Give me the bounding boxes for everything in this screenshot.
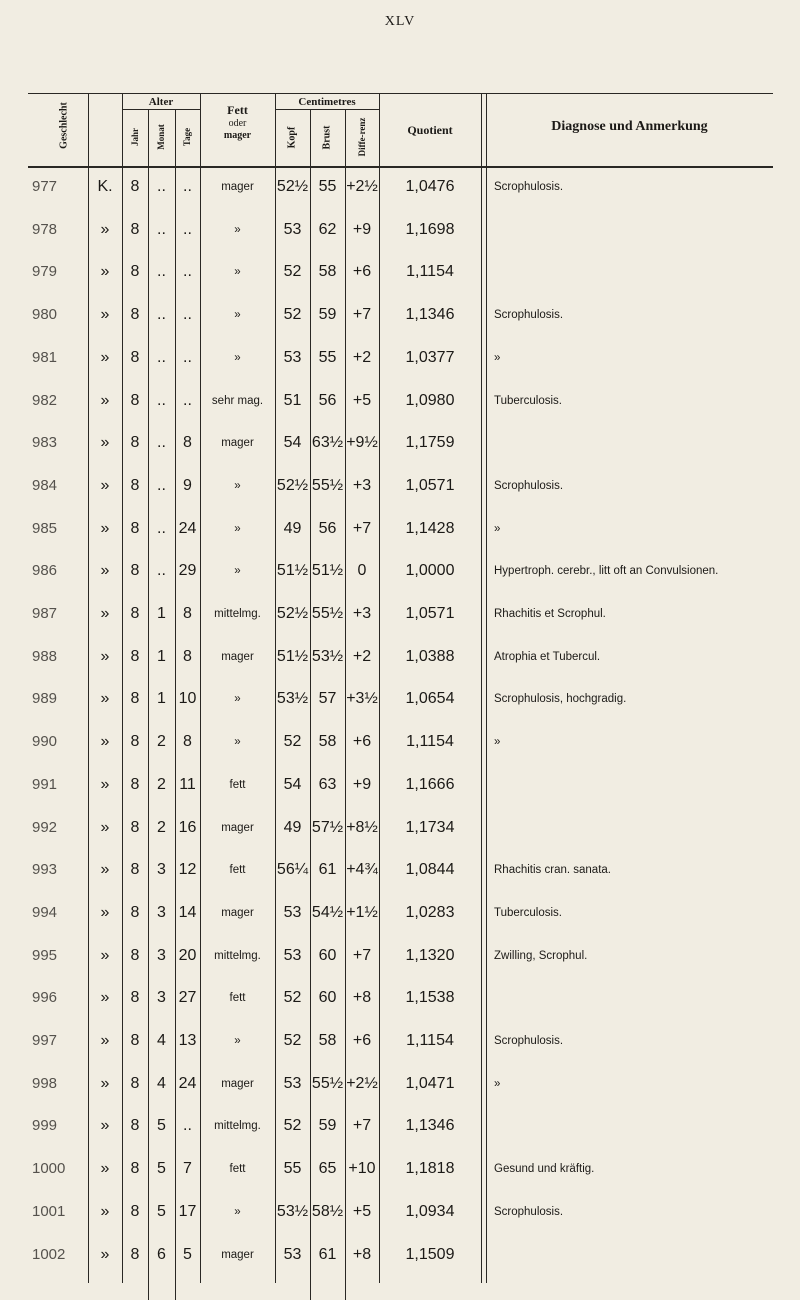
cell-brust: 55½ [311,477,344,494]
cell-sex: » [100,819,110,836]
cell-quot: 1,1818 [405,1160,455,1177]
cell-kopf: 52 [283,1032,302,1049]
cell-brust: 61 [318,861,337,878]
cell-diff: +2½ [346,1075,378,1092]
cell-fett: » [234,352,241,364]
cell-tage: .. [183,349,192,366]
cell-tage: 8 [183,434,192,451]
cell-diff: +6 [352,733,372,750]
cell-monat: .. [157,477,166,494]
cell-brust: 58½ [311,1203,344,1220]
cell-fett: fett [229,1163,246,1175]
cell-fett: mager [221,181,254,193]
cell-jahr: 8 [130,349,140,366]
cell-diff: +5 [352,392,372,409]
cell-sex: » [100,349,110,366]
cell-kopf: 51½ [276,648,309,665]
cell-monat: .. [157,221,166,238]
cell-diff: +8 [352,989,372,1006]
cell-nr: 989 [32,690,58,707]
header-jahr: Jahr [130,128,140,146]
subheader-rule-cm [275,109,379,110]
cell-diff: +7 [352,947,372,964]
cell-tage: 24 [178,1075,197,1092]
cell-kopf: 53 [283,221,302,238]
cell-jahr: 8 [130,947,140,964]
cell-sex: » [100,605,110,622]
header-kopf: Kopf [286,126,298,149]
cell-tage: 17 [178,1203,197,1220]
cell-diff: +9 [352,221,372,238]
cell-brust: 58 [318,733,337,750]
cell-fett: mager [221,1078,254,1090]
cell-quot: 1,1346 [405,306,455,323]
header-bottom-rule [28,166,773,168]
cell-brust: 61 [318,1246,337,1263]
cell-brust: 60 [318,947,337,964]
cell-quot: 1,1734 [405,819,455,836]
cell-monat: 6 [157,1246,166,1263]
cell-tage: 8 [183,648,192,665]
cell-jahr: 8 [130,648,140,665]
cell-tage: 27 [178,989,197,1006]
cell-brust: 59 [318,1117,337,1134]
cell-jahr: 8 [130,562,140,579]
cell-tage: 14 [178,904,197,921]
cell-sex: » [100,392,110,409]
cell-fett: mager [221,437,254,449]
cell-kopf: 52 [283,733,302,750]
cell-quot: 1,1154 [406,1032,454,1049]
cell-brust: 56 [318,520,337,537]
cell-quot: 1,0980 [405,392,455,409]
cell-sex: » [100,776,110,793]
cell-quot: 1,0000 [405,562,455,579]
cell-jahr: 8 [130,776,140,793]
cell-brust: 60 [318,989,337,1006]
cell-kopf: 51 [283,392,302,409]
cell-quot: 1,0377 [405,349,455,366]
cell-jahr: 8 [130,819,140,836]
cell-diag: Zwilling, Scrophul. [494,950,588,962]
cell-jahr: 8 [130,221,140,238]
cell-kopf: 56¼ [276,861,309,878]
cell-kopf: 54 [283,776,302,793]
cell-kopf: 49 [283,520,302,537]
cell-quot: 1,1154 [406,733,454,750]
header-diagnose: Diagnose und Anmerkung [551,119,708,134]
cell-fett: » [234,480,241,492]
cell-quot: 1,1666 [405,776,455,793]
cell-monat: 5 [157,1203,166,1220]
cell-diff: +2 [352,648,372,665]
cell-quot: 1,0283 [405,904,455,921]
cell-tage: 5 [183,1246,192,1263]
cell-tage: 20 [178,947,197,964]
cell-quot: 1,0654 [405,690,455,707]
cell-tage: 10 [178,690,197,707]
cell-diff: +8½ [346,819,378,836]
cell-diag: Rhachitis et Scrophul. [494,608,606,620]
cell-brust: 53½ [311,648,344,665]
cell-diff: +8 [352,1246,372,1263]
cell-quot: 1,0476 [405,178,455,195]
cell-tage: 24 [178,520,197,537]
cell-sex: » [100,520,110,537]
header-differenz: Diffe-renz [357,117,367,157]
cell-sex: » [100,263,110,280]
cell-diff: +7 [352,306,372,323]
cell-sex: » [100,306,110,323]
cell-kopf: 52½ [276,178,309,195]
cell-sex: » [100,1246,110,1263]
header-fett: Fett [227,103,248,117]
cell-diff: +9½ [346,434,378,451]
cell-diag: Scrophulosis. [494,480,564,492]
cell-quot: 1,1698 [405,221,455,238]
cell-fett: mager [221,651,254,663]
cell-nr: 993 [32,861,58,878]
cell-diff: +7 [352,520,372,537]
cell-fett: » [234,736,241,748]
cell-quot: 1,0571 [405,477,455,494]
cell-diag: Tuberculosis. [494,907,562,919]
cell-tage: .. [183,306,192,323]
cell-nr: 985 [32,520,58,537]
cell-diff: +2 [352,349,372,366]
cell-nr: 996 [32,989,58,1006]
cell-jahr: 8 [130,690,140,707]
cell-jahr: 8 [130,434,140,451]
page-number: XLV [384,14,416,29]
cell-kopf: 52 [283,989,302,1006]
cell-nr: 983 [32,434,58,451]
cell-fett: mittelmg. [214,1120,261,1132]
cell-diff: +1½ [346,904,378,921]
cell-monat: .. [157,562,166,579]
cell-diag: » [494,736,501,748]
header-brust: Brust [321,125,333,150]
cell-diag: Tuberculosis. [494,395,562,407]
cell-fett: » [234,266,241,278]
cell-quot: 1,0934 [405,1203,455,1220]
cell-kopf: 53 [283,349,302,366]
cell-kopf: 53 [283,904,302,921]
cell-jahr: 8 [130,861,140,878]
cell-sex: » [100,1075,110,1092]
cell-kopf: 53½ [276,690,309,707]
cell-monat: 2 [157,819,166,836]
cell-jahr: 8 [130,733,140,750]
cell-sex: » [100,1032,110,1049]
cell-sex: » [100,221,110,238]
header-centimetres: Centimetres [298,96,356,108]
cell-sex: » [100,733,110,750]
cell-nr: 994 [32,904,58,921]
cell-kopf: 55 [283,1160,302,1177]
cell-kopf: 53 [283,1075,302,1092]
cell-quot: 1,1538 [405,989,455,1006]
cell-nr: 984 [32,477,58,494]
cell-jahr: 8 [130,904,140,921]
cell-sex: » [100,562,110,579]
cell-monat: 4 [157,1075,166,1092]
cell-monat: 3 [157,904,166,921]
cell-sex: K. [97,178,113,195]
cell-tage: .. [183,392,192,409]
cell-quot: 1,0471 [405,1075,455,1092]
cell-tage: 7 [183,1160,192,1177]
cell-kopf: 52 [283,263,302,280]
cell-fett: mittelmg. [214,950,261,962]
cell-monat: .. [157,306,166,323]
cell-nr: 997 [32,1032,58,1049]
cell-sex: » [100,1203,110,1220]
cell-tage: 8 [183,733,192,750]
cell-nr: 995 [32,947,58,964]
cell-nr: 979 [32,263,58,280]
cell-jahr: 8 [130,1032,140,1049]
cell-fett: fett [229,779,246,791]
cell-nr: 1000 [32,1160,66,1177]
cell-kopf: 52½ [276,605,309,622]
cell-sex: » [100,904,110,921]
cell-quot: 1,0571 [405,605,455,622]
cell-brust: 55½ [311,1075,344,1092]
cell-sex: » [100,947,110,964]
cell-monat: .. [157,263,166,280]
header-geschlecht: Geschlecht [58,102,70,149]
cell-fett: fett [229,864,246,876]
cell-monat: 5 [157,1117,166,1134]
col-rule [481,93,482,1283]
cell-jahr: 8 [130,306,140,323]
cell-fett: sehr mag. [211,395,264,407]
cell-sex: » [100,434,110,451]
cell-brust: 56 [318,392,337,409]
cell-nr: 978 [32,221,58,238]
cell-sex: » [100,1117,110,1134]
cell-quot: 1,1346 [405,1117,455,1134]
cell-monat: 5 [157,1160,166,1177]
cell-diag: Scrophulosis. [494,1035,564,1047]
cell-nr: 981 [32,349,58,366]
cell-monat: 2 [157,776,166,793]
cell-sex: » [100,648,110,665]
cell-diag: Scrophulosis, hochgradig. [494,693,627,705]
cell-quot: 1,1320 [405,947,455,964]
cell-jahr: 8 [130,520,140,537]
cell-monat: .. [157,178,166,195]
cell-nr: 982 [32,392,58,409]
cell-nr: 998 [32,1075,58,1092]
cell-brust: 51½ [311,562,344,579]
cell-sex: » [100,989,110,1006]
cell-fett: » [234,523,241,535]
cell-diff: +4¾ [346,861,378,878]
header-mager: mager [223,130,252,141]
cell-diag: Rhachitis cran. sanata. [494,864,611,876]
cell-nr: 1002 [32,1246,66,1263]
cell-diag: » [494,523,501,535]
cell-brust: 58 [318,1032,337,1049]
cell-kopf: 49 [283,819,302,836]
cell-diag: Scrophulosis. [494,309,564,321]
cell-quot: 1,1759 [405,434,455,451]
cell-nr: 987 [32,605,58,622]
cell-monat: .. [157,520,166,537]
cell-quot: 1,0844 [405,861,455,878]
cell-jahr: 8 [130,1246,140,1263]
cell-monat: 2 [157,733,166,750]
cell-fett: » [234,224,241,236]
cell-brust: 57½ [311,819,344,836]
cell-fett: mager [221,907,254,919]
subheader-rule-alter [122,109,200,110]
cell-tage: 13 [178,1032,197,1049]
cell-fett: fett [229,992,246,1004]
cell-kopf: 53½ [276,1203,309,1220]
cell-brust: 62 [318,221,337,238]
cell-monat: .. [157,349,166,366]
cell-diag: Atrophia et Tubercul. [494,651,601,663]
cell-brust: 55½ [311,605,344,622]
cell-monat: 4 [157,1032,166,1049]
cell-brust: 55 [318,178,337,195]
cell-diag: Scrophulosis. [494,181,564,193]
cell-jahr: 8 [130,263,140,280]
cell-quot: 1,1509 [405,1246,455,1263]
cell-monat: .. [157,392,166,409]
header-monat: Monat [156,124,166,150]
cell-monat: .. [157,434,166,451]
cell-quot: 1,0388 [405,648,455,665]
cell-sex: » [100,861,110,878]
header-oder: oder [228,118,247,129]
cell-jahr: 8 [130,989,140,1006]
cell-brust: 63 [318,776,337,793]
cell-monat: 3 [157,947,166,964]
cell-diff: +9 [352,776,372,793]
cell-brust: 58 [318,263,337,280]
cell-tage: .. [183,263,192,280]
cell-jahr: 8 [130,1117,140,1134]
cell-diff: +5 [352,1203,372,1220]
cell-nr: 1001 [32,1203,66,1220]
cell-jahr: 8 [130,392,140,409]
cell-nr: 977 [32,178,58,195]
cell-jahr: 8 [130,477,140,494]
cell-jahr: 8 [130,1203,140,1220]
cell-diff: +3 [352,605,372,622]
cell-diff: +2½ [346,178,378,195]
cell-nr: 986 [32,562,58,579]
cell-monat: 3 [157,989,166,1006]
header-quotient: Quotient [407,123,453,137]
cell-tage: 9 [183,477,192,494]
col-rule [486,93,487,1283]
cell-tage: 11 [179,776,196,793]
cell-kopf: 53 [283,947,302,964]
cell-fett: » [234,693,241,705]
cell-brust: 54½ [311,904,344,921]
cell-diff: +3½ [346,690,378,707]
cell-sex: » [100,477,110,494]
cell-diag: » [494,1078,501,1090]
cell-diff: +3 [352,477,372,494]
cell-sex: » [100,690,110,707]
cell-monat: 1 [157,690,166,707]
cell-tage: .. [183,221,192,238]
cell-nr: 999 [32,1117,58,1134]
cell-kopf: 52 [283,1117,302,1134]
cell-diag: » [494,352,501,364]
header-alter: Alter [148,96,174,108]
cell-quot: 1,1428 [405,520,455,537]
cell-sex: » [100,1160,110,1177]
cell-jahr: 8 [130,1160,140,1177]
cell-diff: 0 [357,562,367,579]
cell-kopf: 53 [283,1246,302,1263]
cell-monat: 1 [157,648,166,665]
cell-kopf: 54 [283,434,302,451]
cell-tage: 12 [178,861,197,878]
cell-nr: 980 [32,306,58,323]
cell-fett: » [234,565,241,577]
cell-kopf: 51½ [276,562,309,579]
cell-nr: 992 [32,819,58,836]
cell-brust: 57 [318,690,337,707]
table-top-rule [28,93,773,94]
cell-tage: 29 [178,562,197,579]
cell-fett: mittelmg. [214,608,261,620]
cell-diag: Hypertroph. cerebr., litt oft an Convulsionen. [494,565,719,577]
cell-diag: Scrophulosis. [494,1206,564,1218]
cell-brust: 63½ [311,434,344,451]
cell-diff: +6 [352,263,372,280]
cell-diff: +7 [352,1117,372,1134]
cell-jahr: 8 [130,605,140,622]
cell-nr: 991 [32,776,58,793]
cell-brust: 55 [318,349,337,366]
cell-fett: mager [221,1249,254,1261]
cell-tage: .. [183,178,192,195]
header-tage: Tage [182,127,192,147]
cell-quot: 1,1154 [406,263,454,280]
cell-diff: +6 [352,1032,372,1049]
cell-tage: 16 [178,819,197,836]
cell-nr: 988 [32,648,58,665]
cell-jahr: 8 [130,178,140,195]
cell-fett: » [234,1206,241,1218]
cell-kopf: 52½ [276,477,309,494]
cell-fett: mager [221,822,254,834]
cell-jahr: 8 [130,1075,140,1092]
cell-diff: +10 [348,1160,376,1177]
cell-tage: 8 [183,605,192,622]
cell-kopf: 52 [283,306,302,323]
cell-fett: » [234,309,241,321]
cell-brust: 65 [318,1160,337,1177]
cell-fett: » [234,1035,241,1047]
cell-diag: Gesund und kräftig. [494,1163,595,1175]
cell-nr: 990 [32,733,58,750]
cell-monat: 1 [157,605,166,622]
cell-monat: 3 [157,861,166,878]
cell-brust: 59 [318,306,337,323]
cell-tage: .. [183,1117,192,1134]
